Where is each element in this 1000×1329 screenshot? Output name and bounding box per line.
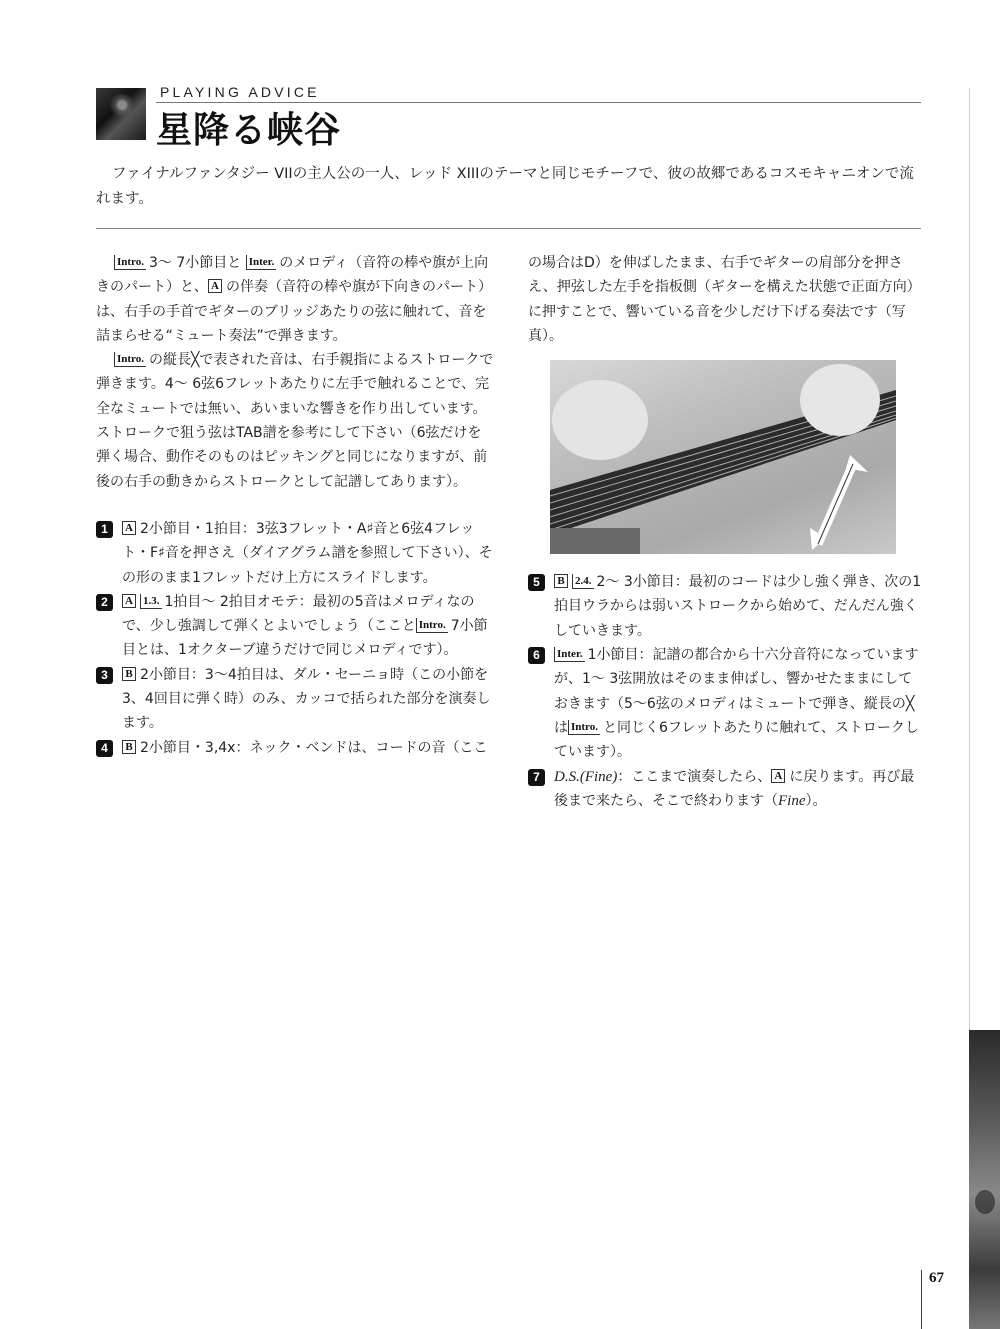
left-column: [96, 251, 494, 760]
item-text: と同じく6フレットあたりに触れて、ストロークしています）。: [554, 719, 919, 761]
item-number: 1: [96, 521, 113, 538]
paragraph-text: 3～ 7小節目と: [149, 255, 242, 271]
item-number: 3: [96, 667, 113, 684]
page-title: 星降る峡谷: [156, 110, 342, 151]
header-thumbnail-image: [96, 88, 146, 140]
item-text: 2小節目：3～4拍目は、ダル・セーニョ時（この小節を3、4回目に弾く時）のみ、カッコで括られた部分を演奏します。: [122, 666, 491, 732]
item-text: ：ここまで演奏したら、: [617, 768, 772, 785]
side-guitar-strip-image: [969, 1030, 1000, 1329]
right-column: [528, 251, 924, 813]
item-text: に戻ります。再び最後まで来たら、そこで終わります（: [554, 768, 915, 809]
advice-list-right: [528, 570, 924, 813]
item-number: 4: [96, 740, 113, 757]
item-text: 2小節目・1拍目：3弦3フレット・A♯音と6弦4フレット・F♯音を押さえ（ダイアグラム譜を参照して下さい）、その形のまま1フレットだけ上方にスライドします。: [122, 520, 493, 586]
list-item: [528, 643, 924, 764]
section-a-tag: A: [122, 521, 136, 535]
item-number: 6: [528, 647, 545, 664]
volta-1-3-tag: 1.3.: [140, 594, 162, 609]
section-b-tag: B: [554, 574, 568, 588]
intro-tag: Intro.: [416, 618, 448, 633]
intro-tag: Intro.: [114, 255, 146, 270]
list-item: [96, 590, 494, 663]
paragraph-text: の伴奏（音符の棒や旗が下向きのパート）は、右手の手首でギターのブリッジあたりの弦に触れて、音を詰まらせる“ミュート奏法”で弾きます。: [96, 279, 492, 344]
page-number-rule: [921, 1270, 922, 1329]
paragraph-mute: [96, 251, 494, 348]
section-a-tag: A: [122, 594, 136, 608]
list-item: [528, 570, 924, 643]
ds-fine-mark: D.S.(Fine): [554, 768, 618, 785]
guitar-photo: [550, 360, 896, 554]
side-rule: [969, 88, 970, 1030]
item-number: 5: [528, 574, 545, 591]
paragraph-text: のメロディ（音符の棒や旗が上向きのパート）と、: [96, 255, 489, 296]
item-number: 2: [96, 594, 113, 611]
paragraph-stroke: [96, 348, 494, 494]
item-text: 1小節目：記譜の都合から十六分音符になっていますが、1～ 3弦開放はそのまま伸ばし、響かせたままにしておきます（5～6弦のメロディはミュートで弾き、縦長の╳は: [554, 647, 919, 736]
intro-tag: Intro.: [568, 720, 600, 735]
inter-tag: Inter.: [246, 255, 277, 270]
item-text: 2～ 3小節目：最初のコードは少し強く弾き、次の1拍目ウラからは弱いストロークから始めて、だんだん強くしていきます。: [554, 574, 922, 639]
intro-tag: Intro.: [114, 352, 146, 367]
list-item: [528, 765, 924, 814]
volta-2-4-tag: 2.4.: [572, 574, 594, 589]
inter-tag: Inter.: [554, 647, 585, 662]
section-b-tag: B: [122, 740, 136, 754]
section-eyebrow: PLAYING ADVICE: [160, 84, 320, 100]
list-item: [96, 736, 494, 760]
section-a-tag: A: [771, 769, 785, 783]
fine-mark: Fine: [778, 792, 806, 809]
item-text: 7小節目とは、1オクターブ違うだけで同じメロディです）。: [122, 618, 488, 659]
section-a-tag: A: [208, 279, 222, 293]
intro-text: ファイナルファンタジー VIIの主人公の一人、レッド XIIIのテーマと同じモチーフで、彼の故郷であるコスモキャニオンで流れます。: [96, 166, 914, 207]
item-number: 7: [528, 769, 545, 786]
paragraph-text: の縦長╳で表された音は、右手親指によるストロークで弾きます。4～ 6弦6フレットあたりに左手で触れることで、完全なミュートでは無い、あいまいな響きを作り出しています。ストロークで狙う弦はTAB譜を参考にして下さい（6弦だけを弾く場合、動作そのものはピッキングと同じになりますが、前後の右手の動きからストロークとして記譜してあります）。: [96, 352, 494, 490]
item-text: 2小節目・3,4x：ネック・ベンドは、コードの音（ここ: [140, 739, 488, 756]
item-text: ）。: [805, 792, 827, 809]
advice-list-left: [96, 517, 494, 760]
section-divider: [96, 228, 921, 229]
page-number: 67: [929, 1270, 944, 1286]
list-item: [96, 663, 494, 736]
continued-text: の場合はD）を伸ばしたまま、右手でギターの肩部分を押さえ、押弦した左手を指板側（ギターを構えた状態で正面方向）に押すことで、響いている音を少しだけ下げる奏法です（写真）。: [528, 255, 921, 344]
guitar-neck-illustration: [550, 360, 896, 554]
list-item: [96, 517, 494, 590]
section-b-tag: B: [122, 667, 136, 681]
item-text: 1拍目～ 2拍目オモテ：最初の5音はメロディなので、少し強調して弾くとよいでしょう（ここと: [122, 593, 475, 635]
